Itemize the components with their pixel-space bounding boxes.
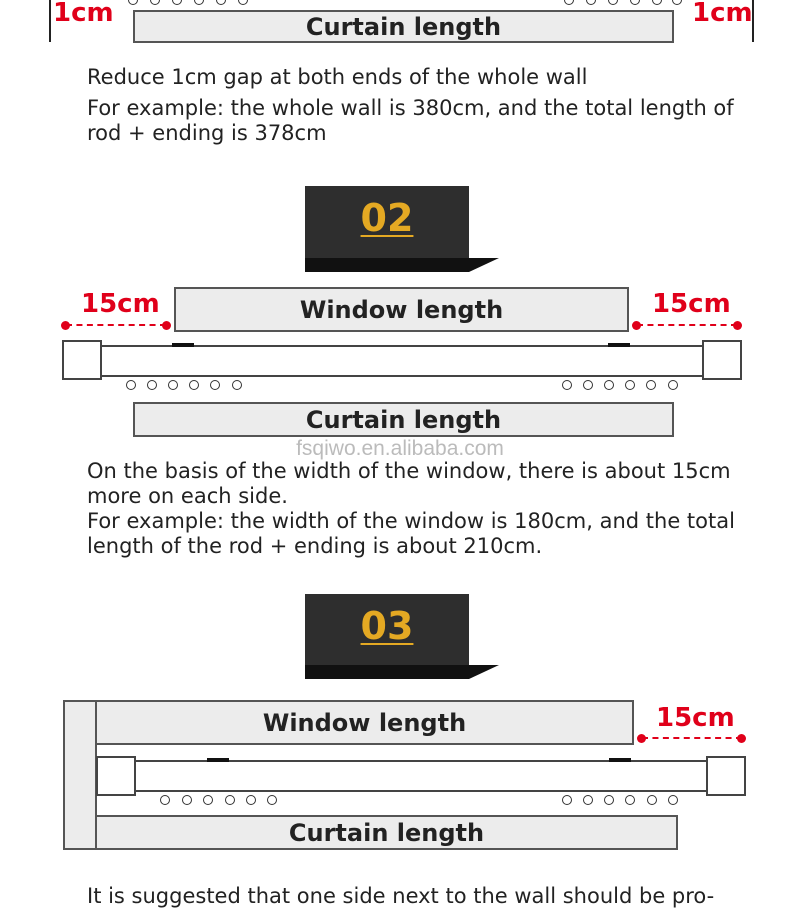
- rod-bracket: [608, 343, 630, 347]
- curtain-ring: [630, 0, 640, 5]
- curtain-length-box: Curtain length: [95, 815, 678, 850]
- curtain-ring: [562, 380, 572, 390]
- side-wall: [63, 700, 97, 850]
- curtain-ring: [672, 0, 682, 5]
- window-length-box: Window length: [174, 287, 629, 332]
- curtain-ring: [647, 795, 657, 805]
- curtain-ring: [646, 380, 656, 390]
- curtain-ring: [238, 0, 248, 5]
- curtain-ring: [182, 795, 192, 805]
- curtain-ring: [652, 0, 662, 5]
- rod-bracket: [207, 758, 229, 762]
- step-number: 02: [360, 196, 414, 240]
- curtain-length-box: Curtain length: [133, 10, 674, 43]
- curtain-ring: [160, 795, 170, 805]
- curtain-rod: [134, 760, 708, 792]
- curtain-ring: [246, 795, 256, 805]
- step-badge-03: [305, 594, 469, 666]
- measure-point: [162, 321, 171, 330]
- curtain-ring: [203, 795, 213, 805]
- curtain-ring: [586, 0, 596, 5]
- curtain-ring: [232, 380, 242, 390]
- rod-end-right: [702, 340, 742, 380]
- curtain-ring: [562, 795, 572, 805]
- step-number: 03: [360, 604, 414, 648]
- curtain-ring: [194, 0, 204, 5]
- measure-dash: [642, 737, 742, 739]
- rod-bracket: [609, 758, 631, 762]
- description-line: Reduce 1cm gap at both ends of the whole wall: [87, 65, 588, 89]
- section-1-description: [87, 65, 747, 146]
- curtain-ring: [216, 0, 226, 5]
- measure-point: [737, 734, 746, 743]
- curtain-rod: [100, 345, 704, 377]
- curtain-ring: [668, 795, 678, 805]
- left-gap-label: 1cm: [53, 0, 114, 28]
- step-badge-02: [305, 186, 469, 258]
- right-gap-label: 15cm: [656, 703, 735, 733]
- badge-shadow: [305, 258, 469, 272]
- section-2-description: [87, 459, 747, 559]
- curtain-length-box: Curtain length: [133, 402, 674, 437]
- curtain-ring: [267, 795, 277, 805]
- description-line: It is suggested that one side next to the wall should be pro-: [87, 884, 715, 908]
- curtain-ring: [150, 0, 160, 5]
- curtain-ring: [608, 0, 618, 5]
- measure-dash: [66, 324, 166, 326]
- measure-point: [733, 321, 742, 330]
- curtain-ring: [189, 380, 199, 390]
- measure-dash: [637, 324, 737, 326]
- right-gap-label: 1cm: [692, 0, 753, 28]
- badge-shadow-tip: [469, 665, 499, 679]
- rod-bracket: [172, 343, 194, 347]
- rod-end-right: [706, 756, 746, 796]
- curtain-ring: [168, 380, 178, 390]
- curtain-ring: [604, 380, 614, 390]
- watermark: fsqiwo.en.alibaba.com: [296, 437, 504, 460]
- section-3-description: [87, 884, 747, 909]
- curtain-ring: [147, 380, 157, 390]
- curtain-ring: [126, 380, 136, 390]
- curtain-ring: [128, 0, 138, 5]
- description-line: For example: the width of the window is 180cm, and the total length of the rod + ending is about 210cm.: [87, 509, 735, 558]
- curtain-ring: [625, 795, 635, 805]
- curtain-ring: [625, 380, 635, 390]
- curtain-ring: [225, 795, 235, 805]
- badge-shadow: [305, 665, 469, 679]
- curtain-ring: [583, 795, 593, 805]
- curtain-ring: [668, 380, 678, 390]
- window-length-box: Window length: [95, 700, 634, 745]
- curtain-ring: [604, 795, 614, 805]
- wall-left-edge: [49, 0, 51, 42]
- badge-shadow-tip: [469, 258, 499, 272]
- description-line: On the basis of the width of the window, there is about 15cm more on each side.: [87, 459, 731, 508]
- right-gap-label: 15cm: [652, 289, 731, 319]
- rod-end-left: [62, 340, 102, 380]
- description-line: For example: the whole wall is 380cm, and the total length of rod + ending is 378cm: [87, 96, 734, 145]
- curtain-ring: [564, 0, 574, 5]
- left-gap-label: 15cm: [81, 289, 160, 319]
- curtain-ring: [210, 380, 220, 390]
- rod-end-left: [96, 756, 136, 796]
- curtain-ring: [172, 0, 182, 5]
- curtain-ring: [583, 380, 593, 390]
